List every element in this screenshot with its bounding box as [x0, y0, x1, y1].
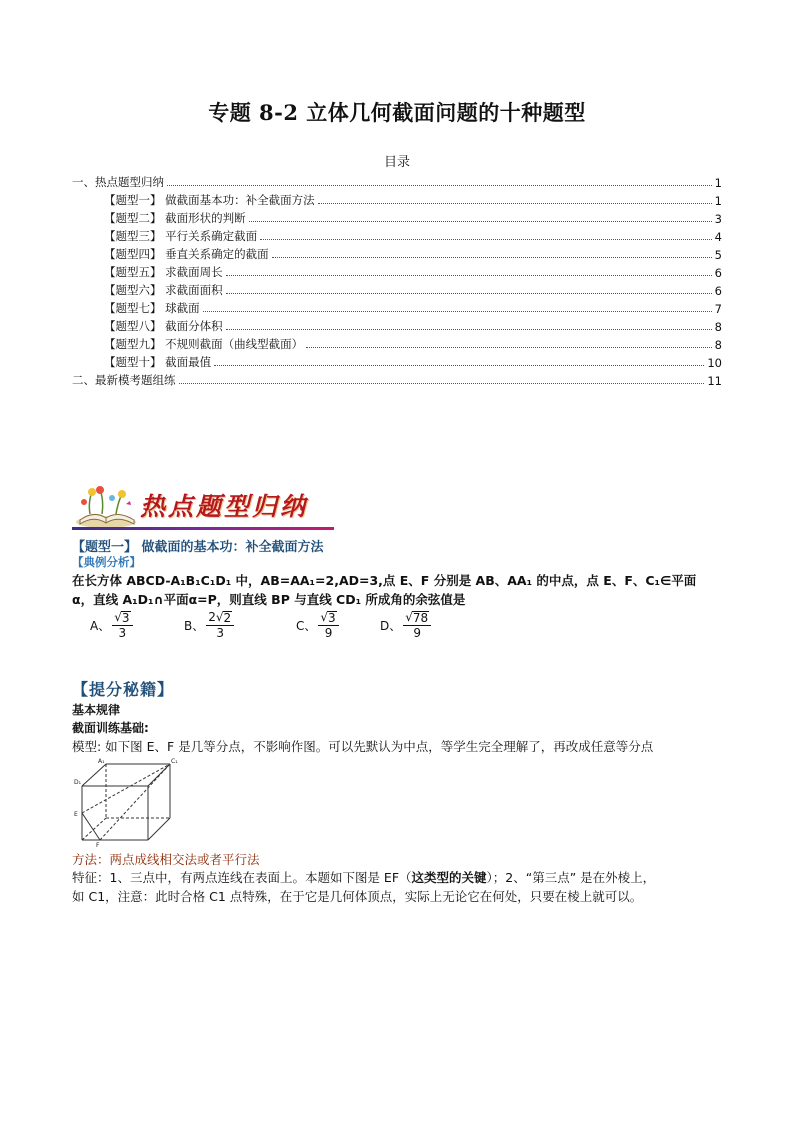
label-c1: C₁	[171, 758, 178, 765]
toc-leader	[179, 382, 705, 384]
toc-page: 8	[714, 320, 722, 334]
toc-label: 【题型二】 截面形状的判断	[104, 211, 246, 225]
toc-page: 7	[714, 302, 722, 316]
fraction-coef: 2	[208, 610, 216, 624]
toc-row[interactable]	[72, 316, 722, 334]
choice-letter: B、	[184, 619, 205, 633]
toc-heading: 目录	[383, 155, 410, 170]
toc-label: 【题型十】 截面最值	[104, 355, 212, 369]
section-title: 【题型一】 做截面的基本功：补全截面方法	[72, 540, 324, 555]
choice-letter: D、	[380, 619, 402, 633]
toc-page: 6	[714, 266, 722, 280]
label-f: F	[96, 842, 100, 848]
toc-leader	[226, 274, 712, 276]
toc-label: 【题型五】 求截面周长	[104, 265, 223, 279]
choice-c[interactable]	[296, 610, 339, 641]
fraction-denominator: 3	[118, 626, 127, 640]
toc-row[interactable]	[72, 352, 722, 370]
basic-rule-label: 基本规律	[72, 703, 121, 717]
choice-fraction: 2 √ 2 3	[206, 610, 234, 641]
label-a1: A₁	[98, 758, 105, 765]
problem-line-2: α，直线 A₁D₁∩平面α=P，则直线 BP 与直线 CD₁ 所成角的余弦值是	[72, 592, 466, 607]
fraction-denominator: 9	[324, 626, 333, 640]
toc-leader	[226, 292, 712, 294]
toc-row[interactable]	[72, 226, 722, 244]
toc-page: 11	[707, 374, 722, 388]
model-text: 模型: 如下图 E、F 是几等分点，不影响作图。可以先默认为中点，等学生完全理解了，再改成任意等分点	[72, 739, 654, 754]
feature-line-2: 如 C1，注意：此时合格 C1 点特殊，在于它是几何体顶点，实际上无论它在何处，只要在棱上就可以。	[72, 889, 643, 904]
toc-row[interactable]	[72, 298, 722, 316]
label-d1: D₁	[74, 779, 82, 786]
toc-row[interactable]	[72, 190, 722, 208]
choice-letter: A、	[90, 619, 111, 633]
toc-label: 一、热点题型归纳	[72, 175, 164, 189]
toc-row[interactable]	[72, 280, 722, 298]
banner-underline	[72, 527, 334, 530]
toc-leader	[306, 346, 712, 348]
toc-label: 【题型六】 求截面面积	[104, 283, 223, 297]
toc-page: 4	[714, 230, 722, 244]
choice-b[interactable]	[184, 610, 234, 641]
toc-label: 【题型七】 球截面	[104, 301, 200, 315]
problem-line-1: 在长方体 ABCD-A₁B₁C₁D₁ 中，AB=AA₁=2,AD=3,点 E、F 分别是 AB、AA₁ 的中点，点 E、F、C₁∈平面	[72, 573, 697, 588]
example-label: 【典例分析】	[72, 555, 141, 569]
toc-leader	[272, 256, 712, 258]
toc-row[interactable]	[72, 334, 722, 352]
toc-label: 【题型八】 截面分体积	[104, 319, 223, 333]
toc-leader	[167, 184, 712, 186]
toc-label: 【题型四】 垂直关系确定的截面	[104, 247, 269, 261]
choice-fraction: √ 78 9	[403, 610, 431, 641]
toc-page: 5	[714, 248, 722, 262]
choice-fraction: √ 3 3	[112, 610, 132, 641]
table-of-contents	[72, 172, 722, 388]
fraction-denominator: 9	[413, 626, 422, 640]
toc-row[interactable]	[72, 244, 722, 262]
fraction-radicand: 2	[223, 610, 232, 625]
choice-a[interactable]	[90, 610, 133, 641]
toc-page: 3	[714, 212, 722, 226]
toc-leader	[226, 328, 712, 330]
toc-page: 10	[707, 356, 722, 370]
fraction-radicand: 3	[328, 610, 336, 625]
toc-leader	[203, 310, 712, 312]
fraction-radicand: 3	[121, 610, 130, 625]
toc-leader	[214, 364, 704, 366]
toc-page: 8	[714, 338, 722, 352]
label-e: E	[74, 811, 78, 818]
toc-label: 二、最新模考题组练	[72, 373, 176, 387]
fraction-radicand: 78	[412, 610, 429, 625]
choice-letter: C、	[296, 619, 317, 633]
toc-row[interactable]	[72, 208, 722, 226]
document-title: 专题 8-2 立体几何截面问题的十种题型	[208, 100, 586, 125]
feature-text-a: 特征：1、三点中，有两点连线在表面上。本题如下图是 EF（	[72, 870, 412, 885]
feature-text-bold: 这类型的关键	[411, 870, 487, 885]
method-text: 方法：两点成线相交法或者平行法	[72, 852, 260, 867]
feature-line-1	[72, 868, 732, 887]
choice-fraction: √ 3 9	[318, 610, 338, 641]
choice-d[interactable]	[380, 610, 431, 641]
toc-row[interactable]	[72, 172, 722, 190]
toc-row[interactable]	[72, 262, 722, 280]
cuboid-figure	[72, 756, 180, 848]
toc-page: 1	[714, 176, 722, 190]
toc-leader	[318, 202, 712, 204]
toc-label: 【题型三】 平行关系确定截面	[104, 229, 258, 243]
toc-label: 【题型一】 做截面基本功：补全截面方法	[104, 193, 315, 207]
toc-leader	[260, 238, 712, 240]
toc-page: 6	[714, 284, 722, 298]
section-base-label: 截面训练基础:	[72, 721, 149, 735]
toc-label: 【题型九】 不规则截面（曲线型截面）	[104, 337, 304, 351]
feature-text-c: ）；2、“第三点” 是在外棱上，	[486, 870, 656, 885]
fraction-denominator: 3	[216, 626, 225, 640]
toc-leader	[249, 220, 712, 222]
toc-page: 1	[714, 194, 722, 208]
banner-heading: 热点题型归纳	[140, 492, 309, 521]
tips-title: 【提分秘籍】	[72, 680, 175, 699]
toc-row[interactable]	[72, 370, 722, 388]
